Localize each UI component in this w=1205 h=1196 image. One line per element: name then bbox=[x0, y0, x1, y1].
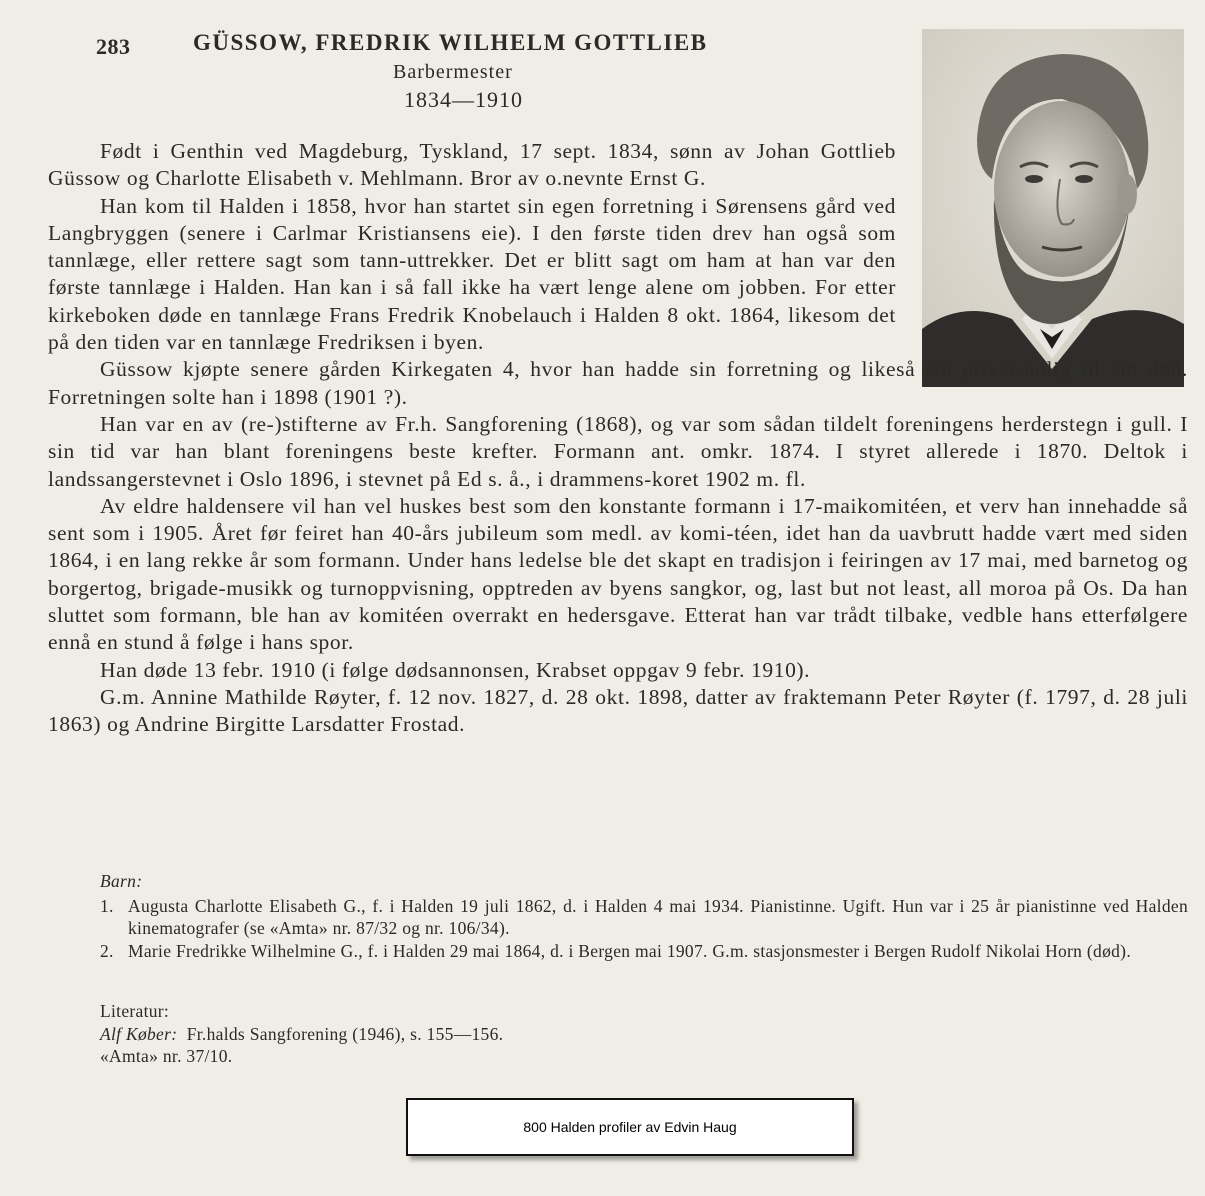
biography-narrow-column bbox=[48, 138, 896, 356]
entry-name: GÜSSOW, FREDRIK WILHELM GOTTLIEB bbox=[193, 30, 708, 55]
entry-number: 283 bbox=[96, 34, 131, 59]
list-item-text: Marie Fredrikke Wilhelmine G., f. i Halden 29 mai 1864, d. i Bergen mai 1907. G.m. stasjonsmester i Bergen Rudolf Nikolai Horn (død). bbox=[128, 940, 1131, 961]
paragraph: Güssow kjøpte senere gården Kirkegaten 4, hvor han hadde sin forretning og likeså sin privat-bolig til sin død. Forretningen solte han i 1898 (1901 ?). bbox=[48, 357, 1188, 409]
paragraph: G.m. Annine Mathilde Røyter, f. 12 nov. 1827, d. 28 okt. 1898, datter av fraktemann Peter Røyter (f. 1797, d. 28 juli 1863) og Andrine Birgitte Larsdatter Frostad. bbox=[48, 684, 1188, 737]
paragraph: Han var en av (re-)stifterne av Fr.h. Sangforening (1868), og var som sådan tildelt foreningens herderstegn i gull. I sin tid var han blant foreningens beste krefter. Formann ant. omkr. 1874. I styret allerede i 1870. Deltok i landssangerstevnet i Oslo 1896, i stevnet på Ed s. å., i drammens-koret 1902 m. fl. bbox=[48, 411, 1188, 491]
paragraph: Han kom til Halden i 1858, hvor han startet sin egen forretning i Sørensens gård ved Langbryggen (senere i Carlmar Kristiansens eie). I den første tiden drev han også som tannlæge, eller rettere sagt som tann-uttrekker. Det er blitt sagt om ham at han var den første tannlæge i Halden. Han kan i så fall ikke ha vært lenge alene om jobben. For etter kirkeboken døde en tannlæge Frans Fredrik Knobelauch i Halden 8 okt. 1864, likesom det på den tiden var en tannlæge Fredriksen i byen. bbox=[48, 193, 896, 355]
biography-text bbox=[48, 138, 1188, 739]
paragraph: Født i Genthin ved Magdeburg, Tyskland, 17 sept. 1834, sønn av Johan Gottlieb Güssow og Charlotte Elisabeth v. Mehlmann. Bror av o.nevnte Ernst G. bbox=[48, 139, 896, 191]
literature-ref-text: Fr.halds Sangforening (1946), s. 155—156. bbox=[186, 1023, 504, 1044]
entry-occupation: Barbermester bbox=[393, 61, 513, 83]
literature-label: Literatur: bbox=[100, 1001, 170, 1021]
list-item bbox=[100, 940, 1188, 963]
paragraph: Av eldre haldensere vil han vel huskes best som den konstante formann i 17-maikomitéen, et verv han innehadde så sent som i 1905. Året før feiret han 40-års jubileum som medl. av komi-téen, idet han da uavbrutt hadde vært med siden 1864, i en lang rekke år som formann. Under hans ledelse ble det skapt en tradisjon i feiringen av 17 mai, med barnetog og borgertog, brigade-musikk og turnoppvisning, opptreden av byens sangkor, og, last but not least, all moroa på Os. Da han sluttet som formann, ble han av komitéen overrakt en hedersgave. Etterat han var trådt tilbake, vedble hans etterfølgere ennå en stund å følge i hans spor. bbox=[48, 493, 1188, 655]
children-label: Barn: bbox=[100, 871, 143, 891]
list-item-text: Augusta Charlotte Elisabeth G., f. i Halden 19 juli 1862, d. i Halden 4 mai 1934. Pianistinne. Ugift. Hun var i 25 år pianistinne ved Halden kinematografer (se «Amta» nr. 87/32 og nr. 106/34). bbox=[128, 895, 1188, 938]
list-item bbox=[100, 895, 1188, 940]
literature-ref: «Amta» nr. 37/10. bbox=[100, 1046, 233, 1066]
caption-text: 800 Halden profiler av Edvin Haug bbox=[523, 1119, 737, 1135]
list-item-number: 2. bbox=[100, 940, 114, 961]
children-section bbox=[100, 870, 1188, 962]
list-item-number: 1. bbox=[100, 895, 114, 916]
literature-author: Alf Køber: bbox=[100, 1023, 178, 1044]
paragraph: Han døde 13 febr. 1910 (i følge dødsannonsen, Krabset oppgav 9 febr. 1910). bbox=[100, 657, 811, 682]
literature-section bbox=[100, 1000, 1000, 1068]
caption-box bbox=[406, 1098, 854, 1156]
entry-years: 1834—1910 bbox=[404, 87, 523, 112]
literature-ref bbox=[100, 1023, 1000, 1046]
